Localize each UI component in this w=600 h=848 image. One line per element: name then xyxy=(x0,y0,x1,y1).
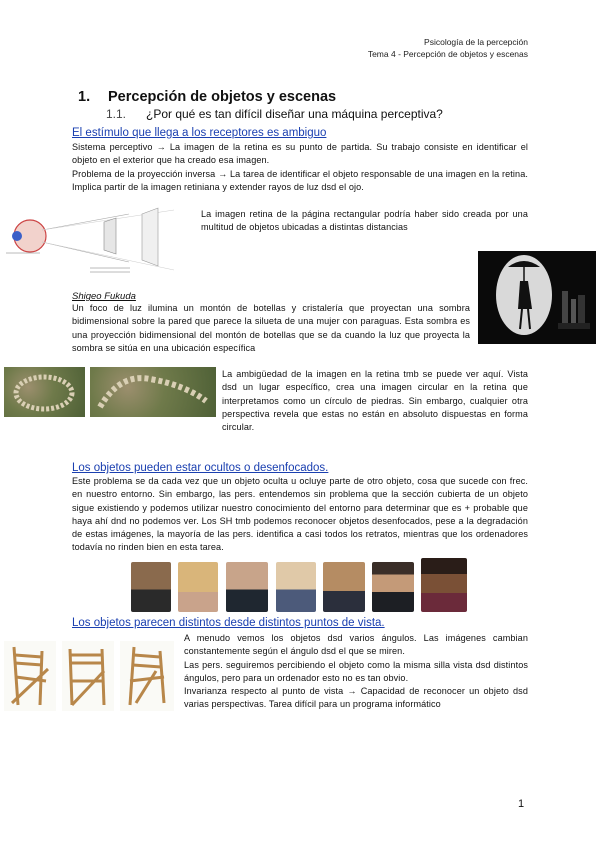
stone-arrangement-photo xyxy=(90,367,216,417)
section-3-paragraph-2: Las pers. seguiremos percibiendo el objeto como la misma silla vista dsd distintos ángulos, pero para un ordenador esto no es tan obvio. xyxy=(184,660,528,684)
section-1-title[interactable]: El estímulo que llega a los receptores es ambiguo xyxy=(72,127,327,139)
portrait-2 xyxy=(178,562,218,612)
fukuda-shadow-photo xyxy=(478,251,596,344)
eye-projection-svg xyxy=(4,204,194,276)
section-1-paragraph-3: La imagen retina de la página rectangular podría haber sido creada por una multitud de objetos ubicadas a distintas distancias xyxy=(201,209,528,233)
header-subject: Psicología de la percepción xyxy=(424,37,528,47)
heading-1-text: Percepción de objetos y escenas xyxy=(108,89,337,105)
blurred-portraits xyxy=(131,558,467,612)
header-topic: Tema 4 - Percepción de objetos y escenas xyxy=(367,49,528,59)
section-3-paragraph-1: A menudo vemos los objetos dsd varios ángulos. Las imágenes cambian constantemente según el ángulo dsd el que se miren. xyxy=(184,633,528,657)
section-1-paragraph-5: La ambigüedad de la imagen en la retina tmb se puede ver aquí. Vista dsd un lugar específico, crea una imagen circular en la retina que interpretamos como un círculo de piedras. Sin embargo, cualquier otra perspectiva revela que estas no están en absoluto dispuestas en forma circular. xyxy=(222,369,528,433)
section-1-paragraph-2: Problema de la proyección inversa → La tarea de identificar el objeto responsable de una imagen en la retina. Implica partir de la imagen retiniana y extender rayos de luz dsd el ojo. xyxy=(72,169,528,193)
heading-2-text: ¿Por qué es tan difícil diseñar una máquina perceptiva? xyxy=(146,107,443,121)
chair-photo-1 xyxy=(4,641,56,711)
section-1-paragraph-4: Un foco de luz ilumina un montón de botellas y cristalería que proyectan una sombra bidimensional sobre la pared que parece la silueta de una mujer con paraguas. Esta sombra es una proyección bidimensional del montón de botellas que se da cuando la luz que proyecta la sombra se sitúa en una ubicación específica xyxy=(72,303,470,353)
chair-photo-2 xyxy=(62,641,114,711)
heading-1-number: 1. xyxy=(78,89,91,105)
portrait-7 xyxy=(421,558,467,612)
portrait-6 xyxy=(372,562,414,612)
section-3-paragraph-3: Invarianza respecto al punto de vista → Capacidad de reconocer un objeto dsd varias perspectivas. Tarea difícil para un programa informático xyxy=(184,686,528,710)
section-2-paragraph-1: Este problema se da cada vez que un objeto oculta u ocluye parte de otro objeto, cosa que sucede con frec. en nuestro entorno. Sin embargo, las pers. entendemos sin problema que la sección cubierta de un objeto sigue existiendo y podemos utilizar nuestro conocimiento del entorno para determinar que es + probable que haya ahí dnd no podemos ver. Los SH tmb podemos reconocer objetos desenfocados, pese a la degradación de estas imágenes, la mayoría de las pers. identifica a casi todos los retratos, mientras que los ordenadores todavía no rinden bien en esta tarea. xyxy=(72,476,528,553)
heading-2-number: 1.1. xyxy=(106,107,127,121)
portrait-3 xyxy=(226,562,268,612)
section-3-title[interactable]: Los objetos parecen distintos desde distintos puntos de vista. xyxy=(72,617,385,629)
section-2-title[interactable]: Los objetos pueden estar ocultos o desenfocados. xyxy=(72,462,329,474)
heading-2 xyxy=(106,107,443,121)
fukuda-shadow-svg xyxy=(478,251,596,344)
pupil-icon xyxy=(12,231,22,241)
portrait-4 xyxy=(276,562,316,612)
portrait-5 xyxy=(323,562,365,612)
page-number: 1 xyxy=(518,798,525,810)
eye-projection-figure xyxy=(4,204,194,276)
stone-circle-photo xyxy=(4,367,85,417)
page-header xyxy=(368,36,528,60)
chair-photo-3 xyxy=(120,641,174,711)
fukuda-title: Shigeo Fukuda xyxy=(72,291,136,302)
heading-1 xyxy=(78,89,336,105)
portrait-1 xyxy=(131,562,171,612)
section-1-paragraph-1: Sistema perceptivo → La imagen de la retina es su punto de partida. Su trabajo consiste en identificar el objeto en el exterior que ha creado esa imagen. xyxy=(72,142,528,166)
